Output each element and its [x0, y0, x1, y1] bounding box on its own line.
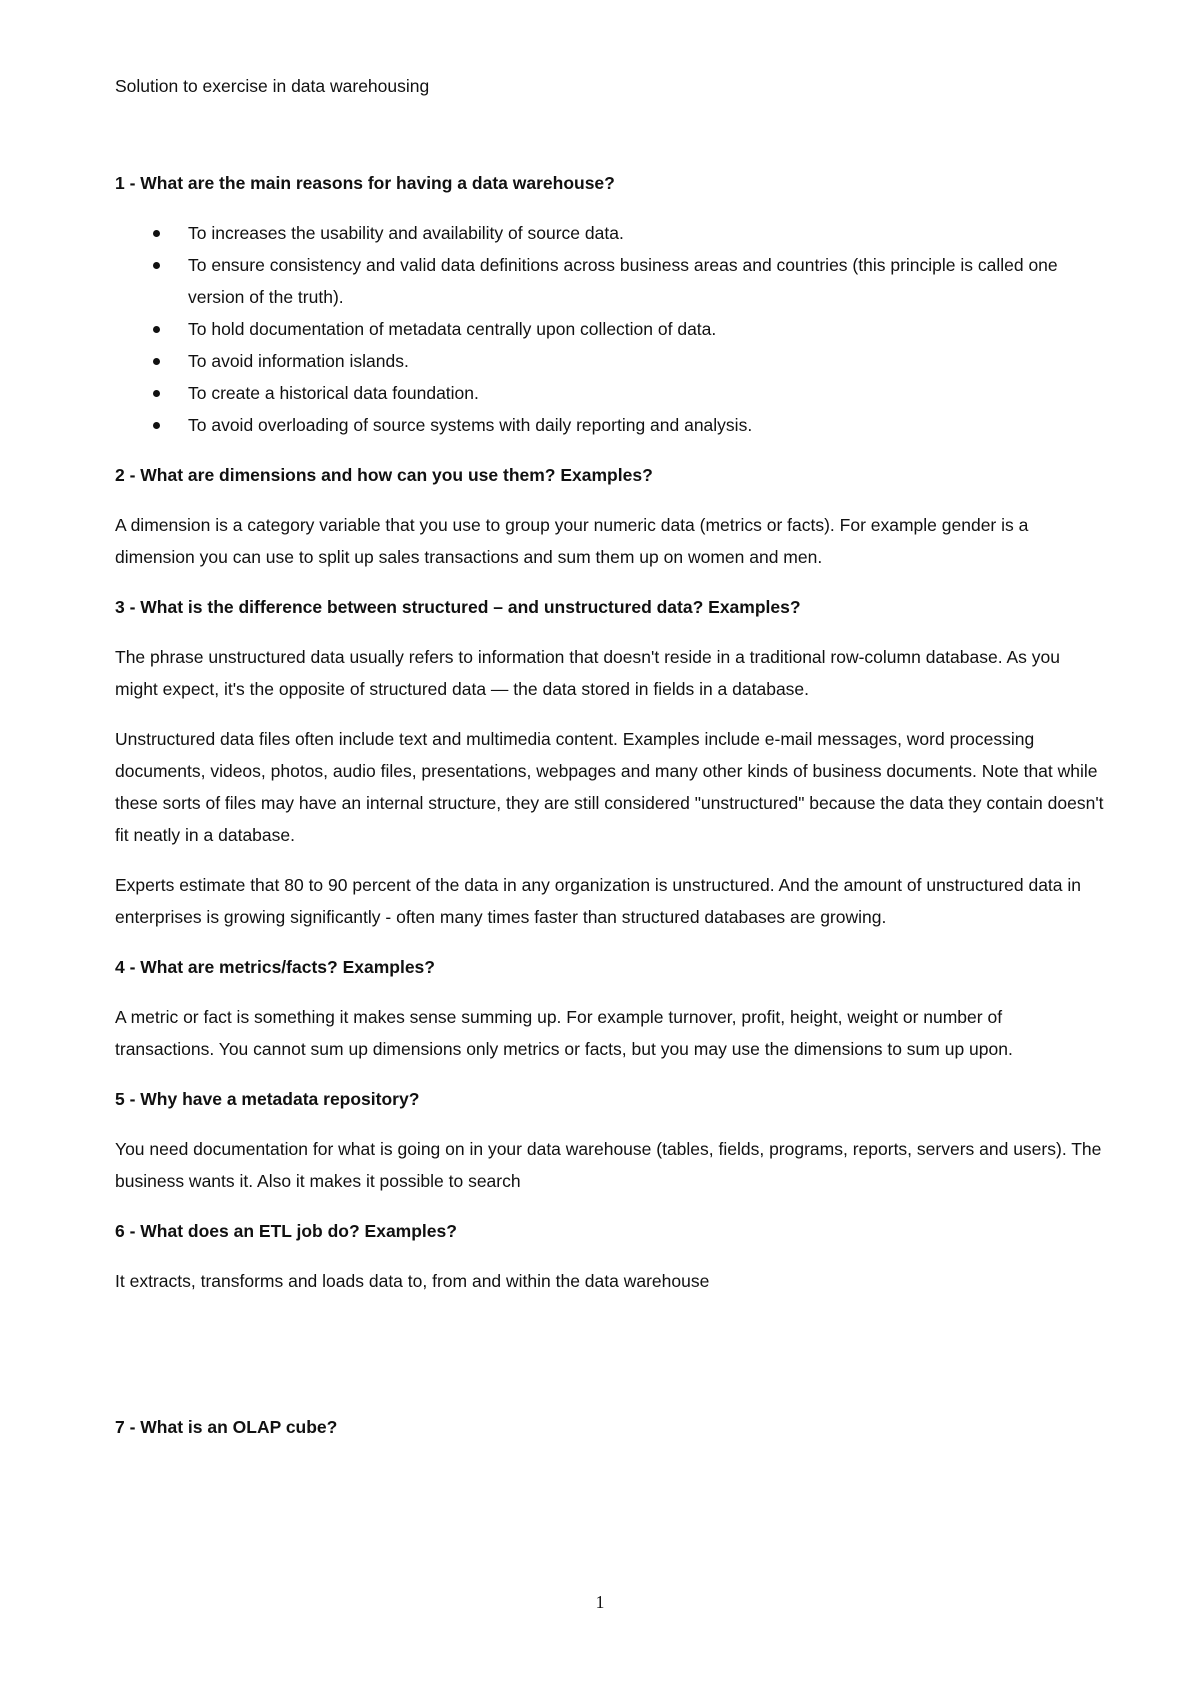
list-item: [188, 377, 1105, 409]
list-item: [188, 217, 1105, 249]
question-heading: 7 - What is an OLAP cube?: [115, 1417, 338, 1437]
question-heading: 3 - What is the difference between structured – and unstructured data? Examples?: [115, 597, 801, 617]
answer-paragraph: It extracts, transforms and loads data to, from and within the data warehouse: [115, 1271, 710, 1291]
list-item: [188, 345, 1105, 377]
bullet-list: [115, 217, 1105, 441]
page-number: 1: [595, 1592, 605, 1612]
answer-paragraph: A dimension is a category variable that you use to group your numeric data (metrics or facts). For example gender is a dimension you can use to split up sales transactions and sum them up on women and men.: [115, 515, 1029, 567]
list-item-text: To create a historical data foundation.: [188, 383, 479, 403]
answer-paragraph: Experts estimate that 80 to 90 percent of the data in any organization is unstructured. And the amount of unstructured data in enterprises is growing significantly - often many times faster than structured databases are growing.: [115, 875, 1082, 927]
bullet-icon: [153, 230, 160, 237]
list-item: [188, 313, 1105, 345]
list-item: [188, 409, 1105, 441]
document-body: [115, 70, 1105, 1461]
bullet-icon: [153, 262, 160, 269]
question-heading: 4 - What are metrics/facts? Examples?: [115, 957, 435, 977]
answer-paragraph: You need documentation for what is going on in your data warehouse (tables, fields, programs, reports, servers and users). The business wants it. Also it makes it possible to search: [115, 1139, 1102, 1191]
question-heading: 5 - Why have a metadata repository?: [115, 1089, 420, 1109]
answer-paragraph: The phrase unstructured data usually refers to information that doesn't reside in a traditional row-column database. As you might expect, it's the opposite of structured data — the data stored in fields in a database.: [115, 647, 1060, 699]
bullet-icon: [153, 422, 160, 429]
answer-paragraph: Unstructured data files often include text and multimedia content. Examples include e-mail messages, word processing documents, videos, photos, audio files, presentations, webpages and many other kinds of business documents. Note that while these sorts of files may have an internal structure, they are still considered "unstructured" because the data they contain doesn't fit neatly in a database.: [115, 729, 1104, 845]
list-item-text: To avoid information islands.: [188, 351, 409, 371]
bullet-icon: [153, 358, 160, 365]
blank-space: [115, 1315, 1105, 1411]
document-title: Solution to exercise in data warehousing: [115, 76, 430, 96]
list-item-text: To increases the usability and availability of source data.: [188, 223, 624, 243]
question-heading: 2 - What are dimensions and how can you use them? Examples?: [115, 465, 653, 485]
list-item-text: To hold documentation of metadata centrally upon collection of data.: [188, 319, 717, 339]
question-heading: 1 - What are the main reasons for having a data warehouse?: [115, 173, 615, 193]
question-heading: 6 - What does an ETL job do? Examples?: [115, 1221, 457, 1241]
bullet-icon: [153, 390, 160, 397]
list-item: [188, 249, 1105, 313]
answer-paragraph: A metric or fact is something it makes sense summing up. For example turnover, profit, height, weight or number of transactions. You cannot sum up dimensions only metrics or facts, but you may use the dimensions to sum up upon.: [115, 1007, 1013, 1059]
list-item-text: To ensure consistency and valid data definitions across business areas and countries (this principle is called one version of the truth).: [188, 255, 1058, 307]
bullet-icon: [153, 326, 160, 333]
list-item-text: To avoid overloading of source systems with daily reporting and analysis.: [188, 415, 753, 435]
